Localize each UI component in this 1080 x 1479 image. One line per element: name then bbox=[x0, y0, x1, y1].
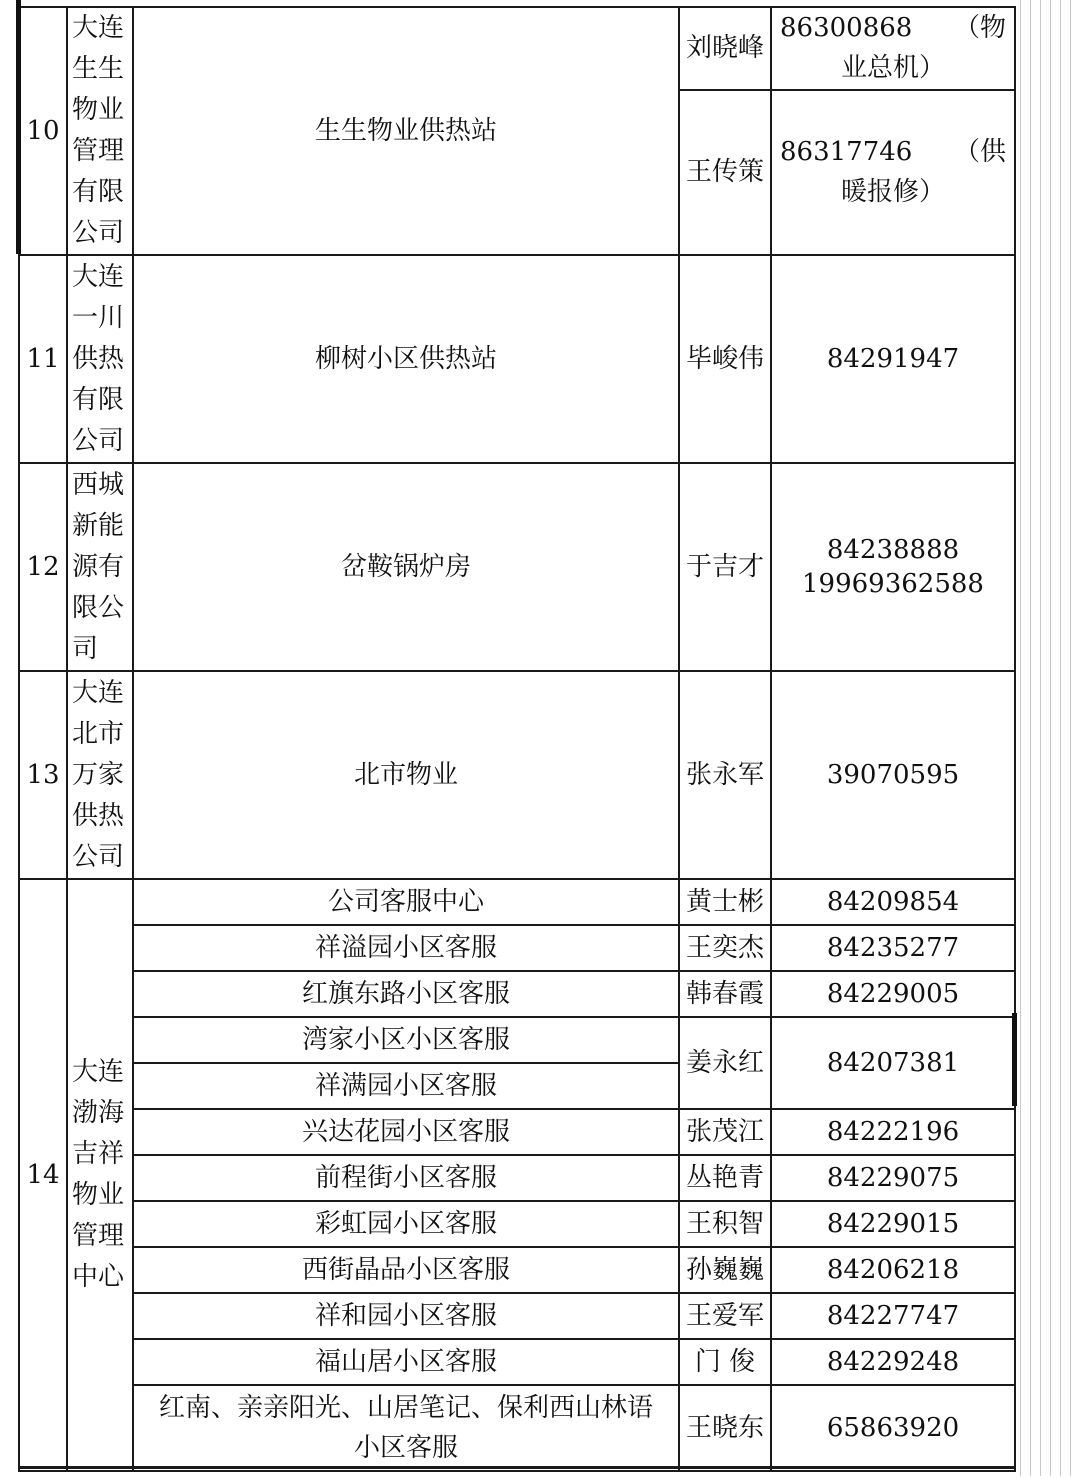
thick-border-left bbox=[16, 0, 21, 254]
company-cell: 大连生生物业管理有限公司 bbox=[67, 7, 133, 255]
contact-name: 张茂江 bbox=[679, 1109, 771, 1155]
contact-name: 丛艳青 bbox=[679, 1155, 771, 1201]
station-cell: 红旗东路小区客服 bbox=[133, 971, 679, 1017]
station-cell: 祥满园小区客服 bbox=[133, 1063, 679, 1109]
phone-cell: 65863920 bbox=[771, 1385, 1015, 1471]
table-row bbox=[19, 925, 1015, 971]
station-cell: 岔鞍锅炉房 bbox=[133, 463, 679, 671]
phone-cell: 86300868 （物 业总机） bbox=[771, 7, 1015, 90]
station-cell: 北市物业 bbox=[133, 671, 679, 879]
gridline bbox=[1060, 0, 1061, 1476]
gridline bbox=[1070, 0, 1071, 1476]
contact-name: 黄士彬 bbox=[679, 879, 771, 925]
phone-cell: 84209854 bbox=[771, 879, 1015, 925]
station-cell: 福山居小区客服 bbox=[133, 1339, 679, 1385]
table-row bbox=[19, 879, 1015, 925]
company-cell: 大连一川供热有限公司 bbox=[67, 255, 133, 463]
contact-name: 王积智 bbox=[679, 1201, 771, 1247]
phone-cell: 84229005 bbox=[771, 971, 1015, 1017]
contact-name: 刘晓峰 bbox=[679, 7, 771, 90]
company-cell: 大连北市万家供热公司 bbox=[67, 671, 133, 879]
station-cell: 湾家小区小区客服 bbox=[133, 1017, 679, 1063]
contact-name: 门 俊 bbox=[679, 1339, 771, 1385]
station-cell: 兴达花园小区客服 bbox=[133, 1109, 679, 1155]
contact-name: 毕峻伟 bbox=[679, 255, 771, 463]
company-cell: 大连渤海吉祥物业管理中心 bbox=[67, 879, 133, 1471]
contact-name: 王爱军 bbox=[679, 1293, 771, 1339]
phone-cell: 84235277 bbox=[771, 925, 1015, 971]
station-cell: 红南、亲亲阳光、山居笔记、保利西山林语 小区客服 bbox=[133, 1385, 679, 1471]
table-row bbox=[19, 1109, 1015, 1155]
contact-name: 韩春霞 bbox=[679, 971, 771, 1017]
phone-cell: 84229248 bbox=[771, 1339, 1015, 1385]
phone-cell: 84227747 bbox=[771, 1293, 1015, 1339]
table-row bbox=[19, 671, 1015, 879]
contact-name: 姜永红 bbox=[679, 1017, 771, 1109]
phone-cell: 84206218 bbox=[771, 1247, 1015, 1293]
table-row bbox=[19, 1155, 1015, 1201]
contact-name: 张永军 bbox=[679, 671, 771, 879]
contact-name: 王晓东 bbox=[679, 1385, 771, 1471]
company-cell: 西城新能源有限公司 bbox=[67, 463, 133, 671]
heating-contacts-table bbox=[18, 6, 1016, 1472]
contact-name: 于吉才 bbox=[679, 463, 771, 671]
gridline bbox=[1030, 0, 1031, 1476]
next-row-border bbox=[18, 1466, 1014, 1479]
table-row bbox=[19, 1293, 1015, 1339]
phone-cell: 84291947 bbox=[771, 255, 1015, 463]
station-cell: 公司客服中心 bbox=[133, 879, 679, 925]
table-row bbox=[19, 971, 1015, 1017]
table-row bbox=[19, 255, 1015, 463]
gridline bbox=[1020, 0, 1021, 1476]
station-cell: 前程街小区客服 bbox=[133, 1155, 679, 1201]
phone-cell: 39070595 bbox=[771, 671, 1015, 879]
gridline bbox=[1050, 0, 1051, 1476]
row-number: 14 bbox=[19, 879, 67, 1471]
table-row bbox=[19, 7, 1015, 90]
station-cell: 生生物业供热站 bbox=[133, 7, 679, 255]
phone-cell: 84229075 bbox=[771, 1155, 1015, 1201]
station-cell: 柳树小区供热站 bbox=[133, 255, 679, 463]
station-cell: 彩虹园小区客服 bbox=[133, 1201, 679, 1247]
contact-name: 王奕杰 bbox=[679, 925, 771, 971]
row-number: 12 bbox=[19, 463, 67, 671]
thick-border-right bbox=[1012, 1013, 1017, 1106]
row-number: 13 bbox=[19, 671, 67, 879]
table-row bbox=[19, 463, 1015, 671]
phone-cell: 84238888 19969362588 bbox=[771, 463, 1015, 671]
table-row bbox=[19, 1385, 1015, 1471]
phone-cell: 84207381 bbox=[771, 1017, 1015, 1109]
station-cell: 祥和园小区客服 bbox=[133, 1293, 679, 1339]
station-cell: 祥溢园小区客服 bbox=[133, 925, 679, 971]
row-number: 11 bbox=[19, 255, 67, 463]
table-row bbox=[19, 1017, 1015, 1063]
table-row bbox=[19, 1247, 1015, 1293]
contact-name: 孙巍巍 bbox=[679, 1247, 771, 1293]
row-number: 10 bbox=[19, 7, 67, 255]
station-cell: 西街晶品小区客服 bbox=[133, 1247, 679, 1293]
table-row bbox=[19, 1339, 1015, 1385]
phone-cell: 84222196 bbox=[771, 1109, 1015, 1155]
gridline bbox=[1040, 0, 1041, 1476]
table-row bbox=[19, 1201, 1015, 1247]
phone-cell: 86317746 （供 暖报修） bbox=[771, 90, 1015, 255]
contact-name: 王传策 bbox=[679, 90, 771, 255]
phone-cell: 84229015 bbox=[771, 1201, 1015, 1247]
